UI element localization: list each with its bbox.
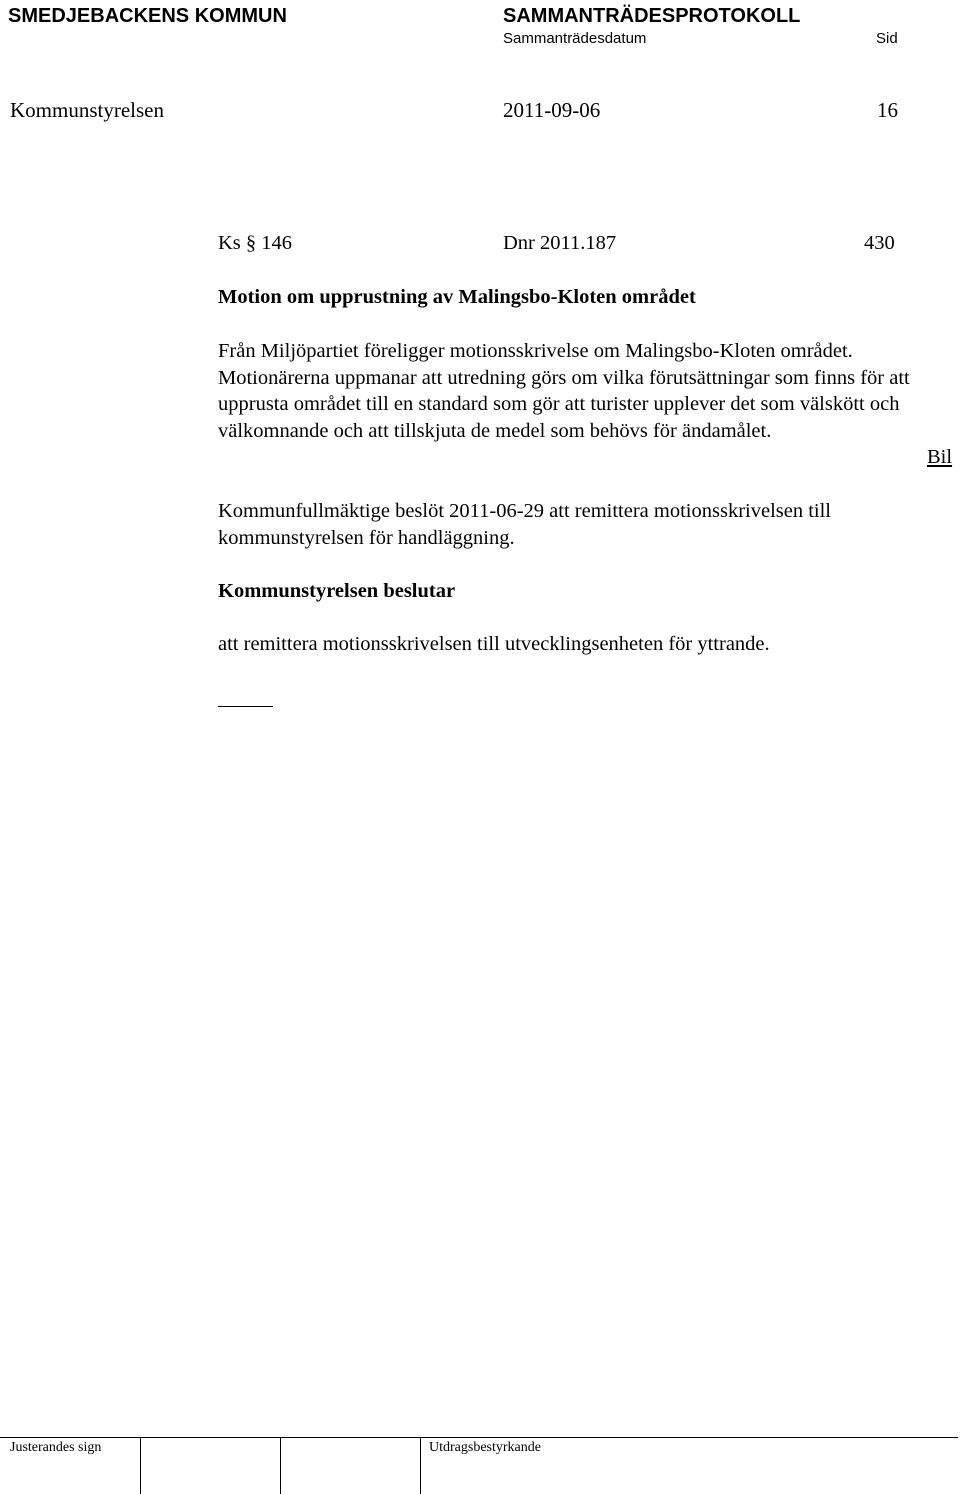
- ks-number: 146: [261, 232, 293, 254]
- decision-text: att remittera motionsskrivelsen till utvecklingsenheten för yttrande.: [218, 633, 770, 655]
- council-decision-paragraph: Kommunfullmäktige beslöt 2011-06-29 att remittera motionsskrivelsen till kommunstyrelsen för handläggning.: [218, 500, 831, 549]
- attachment-link[interactable]: Bil: [927, 446, 953, 468]
- date-label: Sammanträdesdatum: [503, 30, 647, 47]
- decision-heading: Kommunstyrelsen beslutar: [218, 580, 456, 602]
- footer-separator: [280, 1437, 281, 1494]
- footer-separator: [140, 1437, 141, 1494]
- page-label: Sid: [876, 30, 898, 47]
- meeting-date: 2011-09-06: [503, 98, 601, 122]
- document-type: SAMMANTRÄDESPROTOKOLL: [503, 5, 801, 27]
- committee-name: Kommunstyrelsen: [10, 98, 164, 122]
- case-reference: [218, 230, 292, 257]
- ks-prefix: Ks: [218, 232, 241, 254]
- organization-name: SMEDJEBACKENS KOMMUN: [8, 5, 287, 27]
- footer-separator: [420, 1437, 421, 1494]
- registration-number: Dnr 2011.187: [503, 232, 617, 254]
- end-rule: [218, 706, 273, 707]
- extract-certification-label: Utdragsbestyrkande: [429, 1440, 541, 1455]
- item-title: Motion om upprustning av Malingsbo-Kloten området: [218, 286, 696, 308]
- archive-code: 430: [864, 232, 895, 254]
- background-paragraph: Från Miljöpartiet föreligger motionsskrivelse om Malingsbo-Kloten området. Motionärerna uppmanar att utredning görs om vilka förutsättningar som finns för att upprusta området till en standard som gör att turister upplever det som välskött och välkomnande och att tillskjuta de medel som behövs för ändamålet.: [218, 340, 910, 442]
- page-number: 16: [877, 98, 898, 122]
- adjuster-signature-label: Justerandes sign: [10, 1440, 102, 1455]
- footer-divider: [0, 1437, 958, 1438]
- section-sign: §: [245, 232, 257, 254]
